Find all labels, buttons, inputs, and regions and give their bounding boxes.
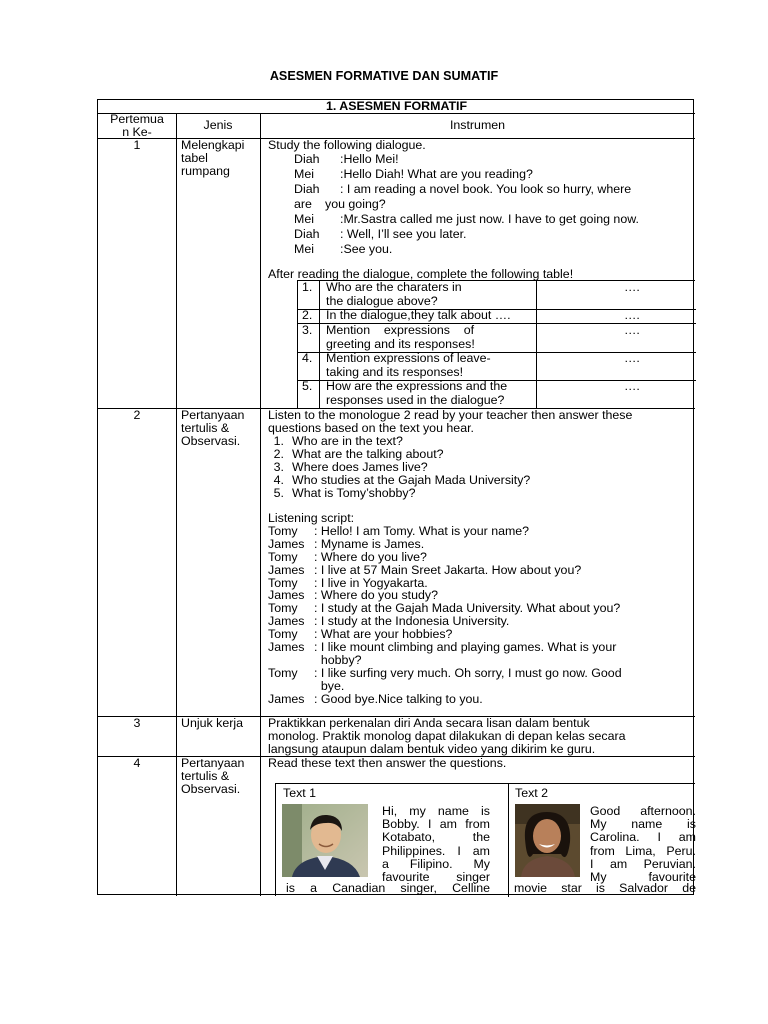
dialogue: Diah :Hello Mei! Mei :Hello Diah! What are you reading? Diah : I am reading a novel book. You look so hurry, where are you going? Mei :Mr.Sastra called me just now. I have to get going now. Diah : Well, I’ll see you later. Mei :See you.: [294, 152, 639, 256]
row-number-4: 4: [133, 756, 141, 770]
jenis-4: Pertanyaan tertulis & Observasi.: [181, 756, 245, 797]
text2-last-line: movie star is Salvador de: [514, 881, 696, 895]
performance-instructions: Praktikkan perkenalan diri Anda secara lisan dalam bentuk monolog. Praktik monolog dapat dilakukan di depan kelas secara langsung ataupun dalam bentuk video yang dikirim ke guru.: [268, 716, 626, 757]
jenis-2: Pertanyaan tertulis & Observasi.: [181, 408, 245, 449]
carolina-photo: [515, 804, 580, 877]
list-item: 4. Who studies at the Gajah Mada University?: [273, 472, 531, 487]
text1-body: Hi, my name is Bobby. I am from Kotabato, the Philippines. I am a Filipino. My favourite singer: [382, 804, 490, 885]
assessment-table: [97, 99, 694, 895]
text2-label: Text 2: [515, 786, 549, 800]
list-item: 3. Where does James live?: [273, 459, 428, 474]
document-title: ASESMEN FORMATIVE DAN SUMATIF: [269, 69, 499, 83]
row-number-2: 2: [133, 408, 141, 422]
table-instruction: After reading the dialogue, complete the following table!: [268, 267, 574, 281]
text1-label: Text 1: [283, 786, 317, 800]
listening-script: Tomy : Hello! I am Tomy. What is your name? James : Myname is James. Tomy : Where do you live? James : I live at 57 Main Sreet Jakarta. How about you? Tomy : I live in Yogyakarta. James : Where do you study? Tomy : I study at the Gajah Mada University. What about you? James : I study at the Indonesia University. Tomy : What are your hobbies? James : I like mount climbing and playing games. What is your hobby? Tomy : I like surfing very much. Oh sorry, I must go now. Good bye. James : Good bye.Nice talking to you.: [268, 524, 622, 706]
header-instrumen: Instrumen: [449, 118, 506, 132]
row-number-1: 1: [133, 138, 141, 152]
text2-body: Good afternoon. My name is Carolina. I am from Lima, Peru. I am Peruvian. My favourite: [590, 804, 696, 885]
section-title: 1. ASESMEN FORMATIF: [325, 99, 468, 113]
list-item: 1. Who are in the text?: [273, 434, 403, 448]
listening-intro: Listen to the monologue 2 read by your teacher then answer these questions based on the text you hear.: [268, 408, 633, 436]
header-pertemuan: Pertemua n Ke-: [110, 112, 164, 140]
jenis-1: Melengkapi tabel rumpang: [181, 138, 245, 179]
bobby-photo: [282, 804, 368, 877]
reading-intro: Read these text then answer the questions.: [268, 756, 507, 770]
dialogue-intro: Study the following dialogue.: [268, 138, 426, 152]
header-jenis: Jenis: [203, 118, 233, 132]
list-item: 2. What are the talking about?: [273, 446, 444, 461]
jenis-3: Unjuk kerja: [181, 716, 243, 730]
reading-texts-box: [275, 783, 695, 896]
list-item: 5. What is Tomy’shobby?: [273, 485, 416, 500]
script-label: Listening script:: [268, 511, 355, 525]
listening-questions: [268, 435, 530, 499]
row-number-3: 3: [133, 716, 141, 730]
text1-last-line: is a Canadian singer, Celline: [286, 881, 490, 895]
completion-table: 1. Who are the charaters in the dialogue above? …. 2. In the dialogue,they talk about …. …. 3. Mention expressions of greeting and its responses! …. 4. Mention expressions of leave- taking and its responses! …. 5. How are the expressions and the responses used in the dialogue? ….: [297, 280, 695, 408]
